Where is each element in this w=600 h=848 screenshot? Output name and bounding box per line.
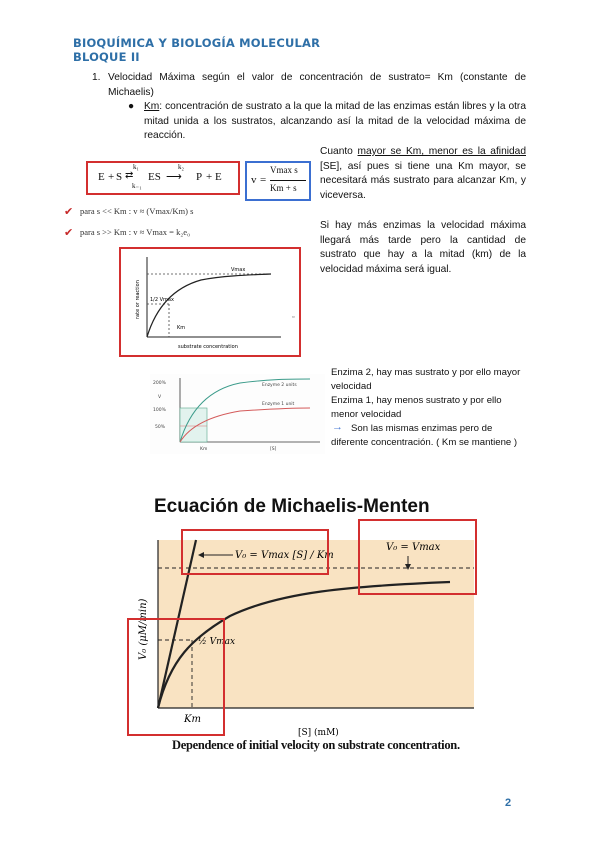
- y-axis-label: rate or reaction: [135, 280, 141, 319]
- eq-p: P: [196, 171, 203, 183]
- mm-fraction-line: [270, 180, 306, 181]
- check-icon: ✔: [64, 206, 74, 218]
- para-pre: Cuanto: [320, 146, 358, 157]
- half-vmax-label: ½ Vmax: [198, 637, 236, 647]
- enzyme-graph-svg: [150, 374, 325, 454]
- bullet-dot: ●: [128, 101, 135, 112]
- bullet-text: [144, 100, 526, 144]
- header-subtitle: BLOQUE II: [73, 50, 140, 64]
- chart-caption: Dependence of initial velocity on substrate concentration.: [172, 738, 460, 752]
- anchor-mark: ▫: [292, 314, 295, 321]
- enzyme1-note: Enzima 1, hay menos sustrato y por ello menor velocidad: [331, 395, 502, 420]
- eq-arrow: ⟶: [166, 171, 182, 183]
- header-title: BIOQUÍMICA Y BIOLOGÍA MOLECULAR: [73, 36, 321, 50]
- eq-e2: E: [215, 171, 222, 183]
- para-post: [SE], así pues si tiene una Km mayor, se necesitará más sustrato para alcanzar Km, y viceversa.: [320, 160, 526, 201]
- mm-eq: =: [260, 174, 267, 186]
- y-100-label: 100%: [153, 408, 166, 413]
- highlight-initial-slope: [181, 529, 329, 575]
- x-axis-label: [S] (mM): [298, 728, 339, 738]
- para-underlined: mayor se Km, menor es la afinidad: [357, 146, 526, 157]
- enzyme2-note: Enzima 2, hay mas sustrato y por ello mayor velocidad: [331, 367, 521, 392]
- condition-high-s: para s >> Km : v ≈ Vmax = k₂e₀: [80, 227, 191, 237]
- saturation-graph: [121, 249, 299, 355]
- list-item-text: Velocidad Máxima según el valor de concentración de sustrato= Km (constante de Michaelis): [108, 72, 526, 98]
- eq-km1: k₋₁: [132, 182, 142, 190]
- half-vmax-label: 1/2 Vmax: [150, 297, 174, 303]
- vmax-label: Vmax: [231, 267, 246, 273]
- mm-numerator: Vmax s: [270, 165, 298, 175]
- highlight-km: [127, 618, 225, 736]
- eq-k2: k₂: [178, 163, 184, 171]
- eq-e: E: [98, 171, 105, 183]
- affinity-paragraph: [320, 145, 526, 203]
- eq-initial-slope: V₀ = Vmax [S] / Km: [235, 550, 334, 561]
- y-v-label: V: [158, 395, 162, 400]
- mm-denominator: Km + s: [270, 183, 297, 193]
- km-term: Km: [144, 101, 160, 112]
- enzyme1-label: Enzyme 1 unit: [262, 402, 295, 407]
- arrow-icon: →: [332, 421, 343, 433]
- eq-arrows: ⇄: [125, 170, 134, 181]
- eq-plus2: +: [206, 171, 213, 183]
- mm-equation-box: [245, 161, 311, 201]
- y-50-label: 50%: [155, 425, 166, 430]
- eq-k1: k₁: [133, 163, 139, 171]
- x-axis-label: substrate concentration: [178, 344, 238, 350]
- check-icon: ✔: [64, 227, 74, 239]
- highlight-vmax: [358, 519, 477, 595]
- km-label: Km: [184, 714, 201, 725]
- x-s-label: [S]: [270, 447, 277, 452]
- y-axis-label: V₀ (μM/min): [138, 598, 149, 660]
- eq-es: ES: [148, 171, 161, 183]
- reaction-equation-box: [86, 161, 240, 195]
- enzyme-graph: [150, 374, 325, 454]
- saturation-curve: [147, 274, 271, 337]
- enzyme-quantity-paragraph: Si hay más enzimas la velocidad máxima llegará más tarde pero la cantidad de sustrato que hay a la mitad (km) de la velocidad máxima será igual.: [320, 220, 526, 275]
- chart-title: Ecuación de Michaelis-Menten: [154, 496, 430, 517]
- km-definition: : concentración de sustrato a la que la mitad de las enzimas están libres y la otra mitad unida a los sustratos, alcanzando así la mitad de la velocidad máxima de reacción.: [144, 101, 526, 142]
- x-km-label: Km: [200, 447, 208, 452]
- condition-low-s: para s << Km : v ≈ (Vmax/Km) s: [80, 206, 194, 216]
- eq-vmax: V₀ = Vmax: [386, 542, 441, 553]
- page-number: 2: [505, 797, 512, 809]
- eq-s: S: [116, 171, 123, 183]
- mm-v: v: [251, 174, 257, 186]
- y-200-label: 200%: [153, 381, 166, 386]
- same-enzymes-note: Son las mismas enzimas pero de diferente concentración. ( Km se mantiene ): [331, 423, 518, 448]
- km-label: Km: [177, 325, 186, 331]
- saturation-graph-box: [119, 247, 301, 357]
- list-number: 1.: [92, 72, 101, 83]
- eq-plus: +: [108, 171, 115, 183]
- enzyme2-label: Enzyme 2 units: [262, 383, 297, 388]
